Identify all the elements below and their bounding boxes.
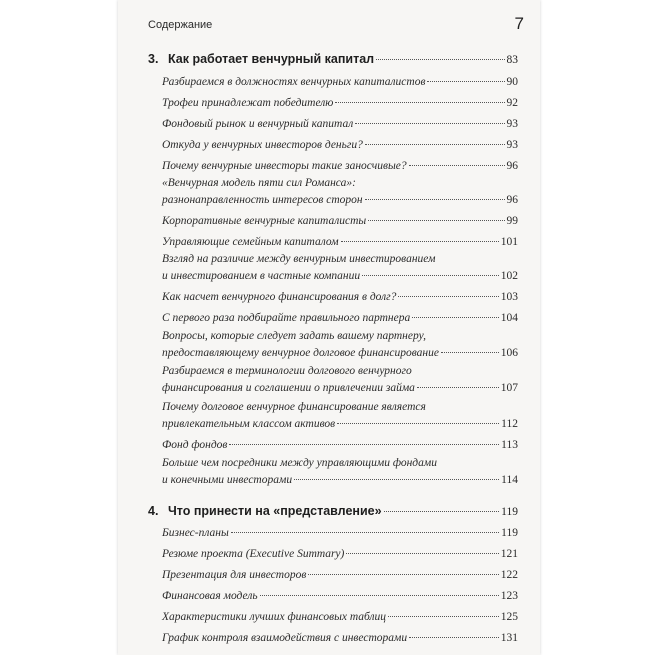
toc-entry <box>162 609 518 626</box>
page-number: 7 <box>514 14 524 33</box>
toc-entry <box>162 213 518 230</box>
toc-entry <box>162 437 518 454</box>
toc-entry-title: Трофеи принадлежат победителю <box>162 97 334 109</box>
toc-entry-title: финансирования и соглашении о привлечении займа <box>162 382 415 394</box>
toc-entry <box>162 525 518 542</box>
toc-entry-title: Характеристики лучших финансовых таблиц <box>162 611 387 623</box>
toc-entry-title-line: Больше чем посредники между управляющими фондами <box>162 457 437 469</box>
toc-entry-page: 90 <box>506 76 518 88</box>
toc-entry-page: 123 <box>500 590 518 602</box>
toc-entry-page: 96 <box>506 160 518 172</box>
toc-entry-line <box>162 472 518 489</box>
toc-entry-page: 104 <box>500 312 518 324</box>
toc-entry-title-line: Разбираемся в терминологии долгового венчурного <box>162 365 412 377</box>
toc-entry-title-line: Взгляд на различие между венчурным инвестированием <box>162 253 436 265</box>
dot-leader <box>335 102 504 103</box>
toc-entry <box>162 234 518 251</box>
dot-leader <box>346 553 498 554</box>
toc-entry-title: С первого раза подбирайте правильного партнера <box>162 312 411 324</box>
toc-entry-title: Финансовая модель <box>162 590 258 602</box>
toc-entry-line <box>162 213 518 230</box>
dot-leader <box>384 511 500 512</box>
dot-leader <box>362 275 499 276</box>
toc-entry-page: 93 <box>506 118 518 130</box>
toc-entry-title: Корпоративные венчурные капиталисты <box>162 215 367 227</box>
dot-leader <box>337 423 499 424</box>
toc-entry-page: 93 <box>506 139 518 151</box>
toc-entry-title: Презентация для инвесторов <box>162 569 307 581</box>
dot-leader <box>260 595 499 596</box>
dot-leader <box>365 144 505 145</box>
toc-entry-line <box>162 310 518 327</box>
toc-entry-title-line: «Венчурная модель пяти сил Романса»: <box>162 177 356 189</box>
dot-leader <box>409 165 505 166</box>
toc-entry-page: 96 <box>506 194 518 206</box>
toc-entry-title: Фондовый рынок и венчурный капитал <box>162 118 354 130</box>
toc-entry <box>162 74 518 91</box>
toc-entry-line <box>162 234 518 251</box>
toc-entry <box>162 328 518 362</box>
toc-entry-page: 99 <box>506 215 518 227</box>
toc-entry <box>162 289 518 306</box>
toc-entry-line <box>162 546 518 563</box>
toc-entry <box>162 399 518 433</box>
toc-entry <box>162 95 518 112</box>
toc-entry-page: 122 <box>500 569 518 581</box>
dot-leader <box>308 574 498 575</box>
chapter-title: Как работает венчурный капитал <box>168 52 375 66</box>
dot-leader <box>441 352 499 353</box>
dot-leader <box>341 241 499 242</box>
chapter-number: 3. <box>148 52 159 66</box>
toc-entry-title: Откуда у венчурных инвесторов деньги? <box>162 139 363 151</box>
toc-entry <box>162 588 518 605</box>
dot-leader <box>417 387 499 388</box>
dot-leader <box>376 59 504 60</box>
toc-entry-page: 101 <box>500 236 518 248</box>
book-page <box>118 0 540 655</box>
toc-entry-title: Разбираемся в должностях венчурных капиталистов <box>162 76 426 88</box>
toc-entry <box>162 158 518 175</box>
chapter-number: 4. <box>148 504 159 518</box>
dot-leader <box>355 123 504 124</box>
dot-leader <box>412 317 499 318</box>
toc-entry-title: Бизнес-планы <box>162 527 229 539</box>
chapter-4-heading <box>148 504 518 518</box>
toc-entry <box>162 251 518 285</box>
toc-entry-line <box>162 74 518 91</box>
toc-entry-line <box>162 416 518 433</box>
chapter-3-heading <box>148 52 518 66</box>
toc-entry-title: и инвестированием в частные компании <box>162 270 361 282</box>
toc-entry-title-line: Вопросы, которые следует задать вашему партнеру, <box>162 330 426 342</box>
toc-entry-page: 125 <box>500 611 518 623</box>
toc-entry <box>162 546 518 563</box>
toc-entry-title-line: Почему долговое венчурное финансирование является <box>162 401 426 413</box>
toc-entry-title: Фонд фондов <box>162 439 228 451</box>
toc-entry-line <box>162 630 518 647</box>
toc-entry-page: 107 <box>500 382 518 394</box>
dot-leader <box>409 637 499 638</box>
dot-leader <box>231 532 499 533</box>
chapter-page: 83 <box>506 54 518 66</box>
dot-leader <box>427 81 504 82</box>
toc-entry-title: и конечными инвесторами <box>162 474 293 486</box>
dot-leader <box>294 479 499 480</box>
toc-entry-line <box>162 525 518 542</box>
toc-entry <box>162 630 518 647</box>
toc-entry <box>162 175 518 209</box>
toc-entry-page: 131 <box>500 632 518 644</box>
dot-leader <box>368 220 504 221</box>
toc-entry-line <box>162 588 518 605</box>
dot-leader <box>229 444 499 445</box>
toc-entry-page: 121 <box>500 548 518 560</box>
toc-entry-line <box>162 158 518 175</box>
toc-entry <box>162 137 518 154</box>
dot-leader <box>365 199 505 200</box>
toc-entry-page: 114 <box>501 474 518 486</box>
toc-entry-title: График контроля взаимодействия с инвесторами <box>162 632 408 644</box>
toc-entry-title: разнонаправленность интересов сторон <box>162 194 363 206</box>
toc-entry <box>162 567 518 584</box>
toc-entry-page: 106 <box>500 347 518 359</box>
toc-entry-line <box>162 345 518 362</box>
toc-entry-title: Как насчет венчурного финансирования в долг? <box>162 291 397 303</box>
toc-entry-line <box>162 289 518 306</box>
toc-entry-line <box>162 567 518 584</box>
toc-entry-title: предоставляющему венчурное долговое финансирование <box>162 347 439 359</box>
toc-entry-page: 119 <box>501 527 518 539</box>
toc-entry-page: 103 <box>500 291 518 303</box>
toc-entry-page: 113 <box>501 439 518 451</box>
toc-entry-page: 112 <box>501 418 518 430</box>
toc-entry <box>162 363 518 397</box>
toc-entry-line <box>162 437 518 454</box>
toc-entry <box>162 310 518 327</box>
running-head: Содержание <box>148 19 213 31</box>
chapter-page: 119 <box>501 506 518 518</box>
dot-leader <box>398 296 498 297</box>
toc-entry-title: Почему венчурные инвесторы такие заносчивые? <box>162 160 407 172</box>
toc-entry <box>162 116 518 133</box>
dot-leader <box>388 616 499 617</box>
toc-entry-line <box>162 268 518 285</box>
toc-entry-page: 92 <box>506 97 518 109</box>
toc-entry-title: Резюме проекта (Executive Summary) <box>162 548 345 560</box>
toc-entry-line <box>162 609 518 626</box>
chapter-title: Что принести на «представление» <box>168 504 382 518</box>
toc-entry-title: привлекательным классом активов <box>162 418 336 430</box>
toc-entry-page: 102 <box>500 270 518 282</box>
toc-entry-line <box>162 137 518 154</box>
toc-entry-title: Управляющие семейным капиталом <box>162 236 339 248</box>
toc-entry-line <box>162 95 518 112</box>
toc-entry-line <box>162 192 518 209</box>
toc-entry-line <box>162 116 518 133</box>
toc-entry <box>162 455 518 489</box>
toc-entry-line <box>162 380 518 397</box>
